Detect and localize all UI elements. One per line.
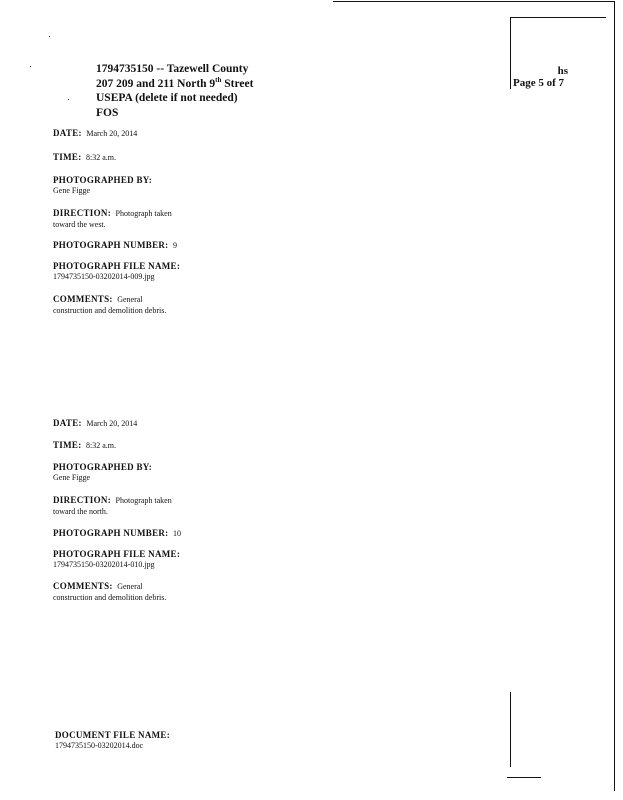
photo-2-time: TIME: 8:32 a.m. [53, 440, 116, 450]
scan-speck [68, 99, 69, 100]
header-office: FOS [96, 106, 119, 119]
scan-speck [49, 36, 50, 37]
header-address: 207 209 and 211 North 9th Street [96, 75, 254, 90]
document-header [96, 62, 253, 120]
photo-2-number: PHOTOGRAPH NUMBER: 10 [53, 528, 181, 538]
photo-1-photographer: PHOTOGRAPHED BY: Gene Figge [53, 175, 153, 195]
photo-frame-line-lower [510, 692, 511, 767]
photo-1-time: TIME: 8:32 a.m. [53, 152, 116, 162]
top-border-line [333, 1, 615, 2]
right-border-line [614, 1, 615, 791]
bottom-dash-line [507, 777, 541, 778]
page-box-top-line [511, 17, 606, 18]
photo-1-comments: COMMENTS: General construction and demolition debris. [53, 294, 167, 315]
photo-2-file-name: PHOTOGRAPH FILE NAME: 1794735150-03202014-010.jpg [53, 549, 181, 569]
page-number: Page 5 of 7 [513, 77, 565, 89]
photo-2-direction: DIRECTION: Photograph taken toward the north. [53, 495, 172, 516]
page-number-box [513, 65, 568, 89]
header-site-id: 1794735150 -- Tazewell County [96, 63, 249, 75]
photo-1-direction: DIRECTION: Photograph taken toward the west. [53, 208, 172, 229]
page-box-fragment: hs [557, 65, 568, 77]
document-file-name: DOCUMENT FILE NAME: 1794735150-03202014.doc [55, 730, 171, 750]
photo-1-file-name: PHOTOGRAPH FILE NAME: 1794735150-03202014-009.jpg [53, 261, 181, 281]
photo-1-date: DATE: March 20, 2014 [53, 128, 138, 138]
photo-2-photographer: PHOTOGRAPHED BY: Gene Figge [53, 462, 153, 482]
photo-1-number: PHOTOGRAPH NUMBER: 9 [53, 240, 177, 250]
page-box-left-line [510, 17, 511, 89]
photo-2-date: DATE: March 20, 2014 [53, 418, 138, 428]
photo-2-comments: COMMENTS: General construction and demolition debris. [53, 581, 167, 602]
scan-speck [30, 66, 31, 67]
header-agency: USEPA (delete if not needed) [96, 92, 238, 104]
